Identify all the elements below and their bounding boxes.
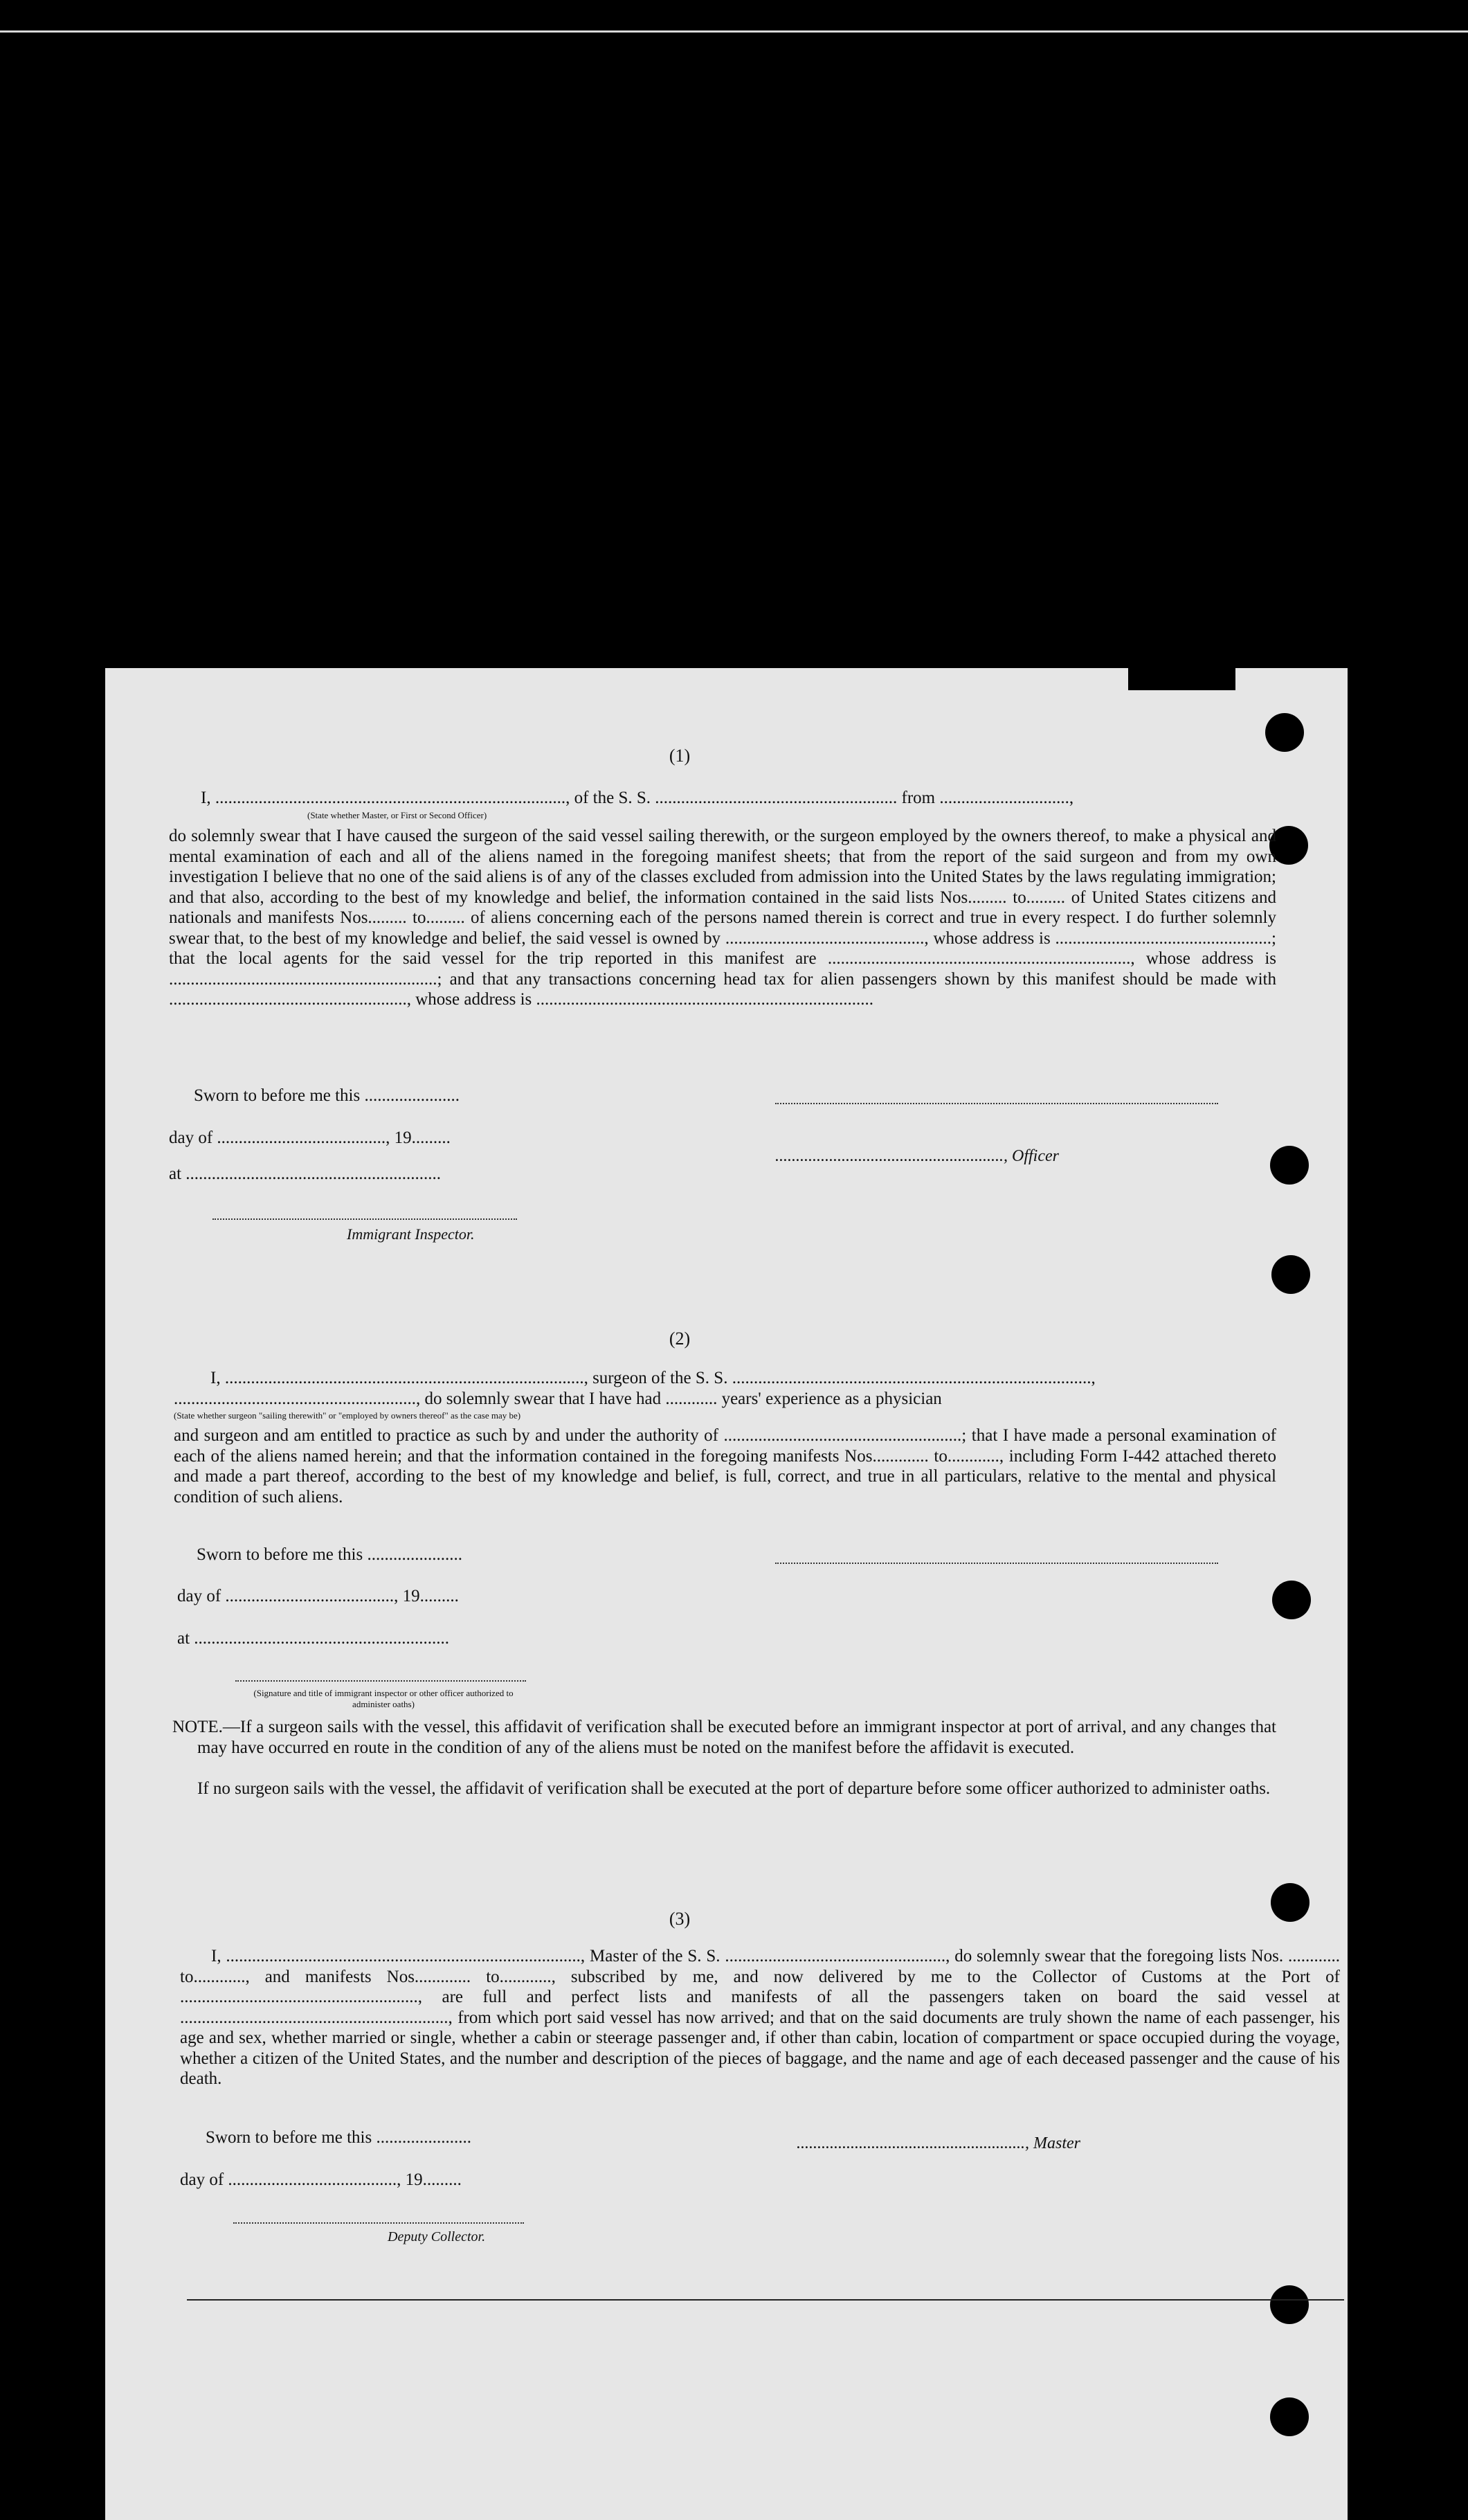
- section-3-number: (3): [669, 1909, 691, 1929]
- master-signature-line: ......................................................., Master: [797, 2134, 1080, 2152]
- section-1-day-line: day of ......................................., 19.........: [169, 1128, 451, 1147]
- section-2-signature-line: [235, 1680, 526, 1682]
- surgeon-note: NOTE.—If a surgeon sails with the vessel, this affidavit of verification shall be executed before an immigrant inspector at port of arrival, and any changes that may have occurred en route in the condition of any of the aliens must be noted on the manifest before the affidavit is executed.: [172, 1718, 1276, 1757]
- manifest-affidavit-page: [105, 668, 1348, 2520]
- inspector-signature-line: [212, 1218, 517, 1220]
- punch-hole: [1265, 713, 1304, 752]
- section-2-sworn-line: Sworn to before me this ......................: [197, 1545, 462, 1564]
- section-1-number: (1): [669, 746, 691, 766]
- deputy-collector-label: Deputy Collector.: [388, 2229, 486, 2244]
- section-1-caption: (State whether Master, or First or Second Officer): [307, 810, 487, 820]
- officer-upper-line: [775, 1103, 1218, 1104]
- section-1-first-line: I, ................................................................................., of the S. S. ........................................................ from ..............................,: [201, 789, 1074, 807]
- surgeon-note-continued: If no surgeon sails with the vessel, the affidavit of verification shall be executed at the port of departure before some officer authorized to administer oaths.: [197, 1779, 1271, 1798]
- section-3-day-line: day of ......................................., 19.........: [180, 2170, 462, 2189]
- punch-hole: [1270, 1146, 1309, 1185]
- section-1-at-line: at ...........................................................: [169, 1164, 442, 1183]
- section-3-sworn-line: Sworn to before me this ......................: [206, 2128, 471, 2147]
- section-2-oath-text: and surgeon and am entitled to practice as such by and under the authority of .......................................................; that I have made a personal examination of each of the aliens named herein; and that the information contained in the foregoing manifests Nos............. to............, including Form I-442 attached thereto and made a part thereof, according to the best of my knowledge and belief, is full, correct, and true in all particulars, relative to the mental and physical condition of such aliens.: [174, 1426, 1276, 1506]
- top-border-line: [0, 30, 1468, 33]
- bottom-rule: [187, 2299, 1344, 2301]
- section-2-number: (2): [669, 1329, 691, 1349]
- section-2-caption: (State whether surgeon "sailing therewith" or "employed by owners thereof" as the case may be): [174, 1410, 521, 1421]
- surgeon-signature-line: [775, 1563, 1218, 1564]
- punch-hole: [1272, 1581, 1311, 1619]
- section-2-first-line: I, ..................................................................................., surgeon of the S. S. ...................................................................................,: [210, 1369, 1096, 1387]
- page-tab-notch: [1128, 668, 1235, 690]
- section-2-at-line: at ...........................................................: [177, 1629, 450, 1648]
- section-2-second-line: ........................................................, do solemnly swear that I have had ............ years' experience as a physician: [174, 1389, 942, 1408]
- section-3-oath-text: I, .................................................................................., Master of the S. S. ..................................................., do solemnly swear that the foregoing lists Nos. ............ to............, and manifests Nos............. to............, subscribed by me, and now delivered by me to the Collector of Customs at the Port of ......................................................., are full and perfect lists and manifests of all the passengers taken on board the said vessel at .............................................................., from which port said vessel has now arrived; and that on the said documents are truly shown the name of each passenger, his age and sex, whether married or single, whether a cabin or steerage passenger and, if other than cabin, location of compartment or space occupied during the voyage, whether a citizen of the United States, and the number and description of the pieces of baggage, and the name and age of each deceased passenger and the cause of his death.: [180, 1947, 1340, 2088]
- punch-hole: [1270, 2397, 1309, 2436]
- section-2-day-line: day of ......................................., 19.........: [177, 1587, 459, 1605]
- punch-hole: [1271, 1883, 1310, 1922]
- punch-hole: [1271, 1255, 1310, 1294]
- section-2-signature-caption: (Signature and title of immigrant inspector or other officer authorized to administer oaths): [253, 1688, 514, 1709]
- punch-hole: [1270, 2285, 1309, 2324]
- section-1-oath-text: do solemnly swear that I have caused the surgeon of the said vessel sailing therewith, or the surgeon employed by the owners thereof, to make a physical and mental examination of each and all of the aliens named in the foregoing manifest sheets; that from the report of the said surgeon and from my own investigation I believe that no one of the said aliens is of any of the classes excluded from admission into the United States by the laws regulating immigration; and that also, according to the best of my knowledge and belief, the information contained in the said lists Nos......... to......... of United States citizens and nationals and manifests Nos......... to......... of aliens concerning each of the persons named therein is correct and true in every respect. I do further solemnly swear that, to the best of my knowledge and belief, the said vessel is owned by .............................................., whose address is ..................................................; that the local agents for the said vessel for the trip reported in this manifest are ......................................................................, whose address is ..............................................................; and that any transactions concerning head tax for alien passengers shown by this manifest should be made with ......................................................., whose address is ..............................................................................: [169, 827, 1276, 1009]
- section-1-sworn-line: Sworn to before me this ......................: [194, 1086, 460, 1105]
- collector-signature-line: [233, 2222, 524, 2224]
- immigrant-inspector-label: Immigrant Inspector.: [347, 1225, 475, 1243]
- officer-signature-line: ......................................................., Officer: [775, 1147, 1059, 1165]
